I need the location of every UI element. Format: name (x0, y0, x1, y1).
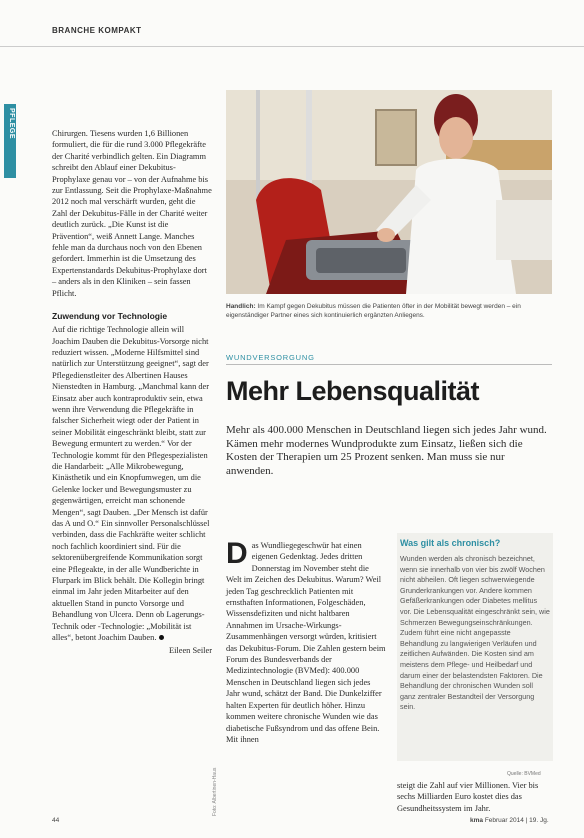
author-signature: Eileen Seiler (168, 646, 212, 656)
header-rule (0, 46, 584, 47)
subheading: Zuwendung vor Technologie (52, 311, 168, 322)
kicker-rule (226, 364, 552, 365)
photo-credit: Foto: Albertinen-Haus (212, 767, 218, 816)
paragraph: Chirurgen. Tiesens wurden 1,6 Billionen formuliert, die für die rund 3.000 Pflegekräfte der Charité verbindlich gelten. Ein Diagramm schreibt den Ablauf einer Dekubitus-Prophylaxe genau vor – von der Aufnahme bis zur Entlassung. Seit die Prophylaxe-Maßnahme 2012 noch mal verschärft wurden, geht die Zahl der Dekubitus-Fälle in der Charité weiter deutlich zurück. „Die Kunst ist die Prävention“, weiß Annett Lange. Manches fehle man da durchaus noch von den Ebenen gefordert. Immerhin ist die Umsetzung des Expertenstandards Dekubitus-Prophylaxe dort – anders als in den Kliniken – sein fassen Pflicht. (52, 129, 212, 298)
issue-info: Februar 2014 | 19. Jg. (483, 817, 549, 824)
article-photo (226, 90, 552, 294)
section-header: BRANCHE KOMPAKT (52, 26, 142, 35)
side-tab-label: PFLEGE (8, 108, 15, 140)
paragraph-text: Auf die richtige Technologie allein will Joachim Dauben die Dekubitus-Vorsorge nicht reduziert wissen. „Moderne Hilfsmittel sind natürlich zur Unterstützung geeignet“, sagt der Pflegedienstleiter des Albertinen Hauses Nienstedten in Hamburg. „Manchmal kann der Einsatz aber auch kontraproduktiv sein, etwa wenn ihre Verwendung die Pflegekräfte in falscher Sicherheit wiegt oder der Patient in seiner Mobilität eingeschränkt bleibt, statt zur Bewegung ermuntert zu werden.“ Vor der Technologie kommt für den Pflegespezialisten die Handarbeit: „Alle Mikrobewegung, Kinästhetik und ein Knopfumwegen, um die Gelenke locker und Bewegungsmuster zu gegenwärtigen, erreicht man schonende Mengen“, sagt Dauben. „Der Mensch ist dafür das A und O.“ Ein sinnvoller Personalschlüssel verbinden, dass die Fachkräfte weiter schlicht noch fachlich koordiniert sind. Für die sektorenübergreifende Kommunikation sorgt eine Pflegeakte, in der alle Wundberichte in Flurpark im Blick behält. Die Kollegin bringt einmal im Jahr jeden Mitarbeiter auf den aktuellen Stand in puncto Vorsorge und Behandlung von Ulcera. Denn ob Lagerungs-Technik oder -Technologie: „Mobilität ist alles“, betont Joachim Dauben. (52, 325, 210, 643)
article-column-left (52, 128, 212, 657)
footer-magazine (470, 817, 549, 824)
article-column-middle (226, 537, 386, 745)
paragraph (52, 324, 212, 643)
info-box-title: Was gilt als chronisch? (400, 538, 501, 548)
paragraph-text: as Wundliegegeschwür hat einen eigenen Gedenktag. Jedes dritten Donnerstag im November steht die Welt im Zeichen des Dekubitus. Warum? Weil jeden Tag geschrecklich Patienten mit ernsthaften Informationen, Folgeschäden, Wissensdefiziten und nicht haltbaren Annahmen im Ursache-Wirkungs-Zusammenhängen versorgt würden, kritisiert das Dekubitus-Forum. Die Zahlen gestern beim Forum des Bundesverbands der Medizintechnologie (BVMed): 400.000 Menschen in Deutschland liegen sich jedes Jahr wund, schätzt der Band. Die Dunkelziffer halten Experten für deutlich höher. Hinzu kommen weitere chronische Wunden wie das diabetische Fußsyndrom und das offene Bein. Mit ihnen (226, 541, 386, 744)
caption-lead: Handlich: (226, 303, 256, 310)
article-kicker: WUNDVERSORGUNG (226, 353, 315, 362)
article-headline: Mehr Lebensqualität (226, 376, 480, 406)
drop-cap: D (226, 537, 248, 570)
end-bullet-icon (159, 635, 164, 640)
info-box (397, 533, 553, 761)
section-side-tab (4, 104, 16, 178)
info-box-text: Wunden werden als chronisch bezeichnet, wenn sie innerhalb von vier bis zwölf Wochen nicht abheilen. Oft liegen schwerwiegende Grunderkrankungen vor. Andere kommen Gefäßerkrankungen oder Diabetes mellitus vor. Die Lebensqualität eingeschränkt sein, wie Schmerzen Bewegungseinschränkungen. Zudem führt eine nicht angepasste Behandlung zu langwierigen Verläufen und zeitlichen Aufwänden. Die Kosten sind am meistens dem Pflege- und Heilbedarf und darum einer der belastendsten Faktoren. Die Behandlung der chronischen Wunden soll ganz zentraler Bestandteil der Versorgung sein. (400, 554, 550, 712)
magazine-name: kma (470, 817, 484, 824)
info-box-source: Quelle: BVMed (507, 771, 541, 777)
page-number: 44 (52, 817, 60, 824)
article-column-right: steigt die Zahl auf vier Millionen. Vier bis sechs Milliarden Euro kostet dies das Gesundheitssystem im Jahr. (397, 781, 539, 813)
caption-text: Im Kampf gegen Dekubitus müssen die Patienten öfter in der Mobilität bewegt werden – ein eigenständiger Partner eines sich kontinuierlich ergänzten Anliegens. (226, 303, 521, 319)
photo-nurse-bed-icon (226, 90, 552, 294)
article-lead: Mehr als 400.000 Menschen in Deutschland liegen sich jedes Jahr wund. Kämen mehr modernes Wundprodukte zum Einsatz, ließen sich die Kosten der Therapien um 25 Prozent senken. Man muss sie nur anwenden. (226, 424, 547, 477)
photo-caption (226, 302, 552, 320)
